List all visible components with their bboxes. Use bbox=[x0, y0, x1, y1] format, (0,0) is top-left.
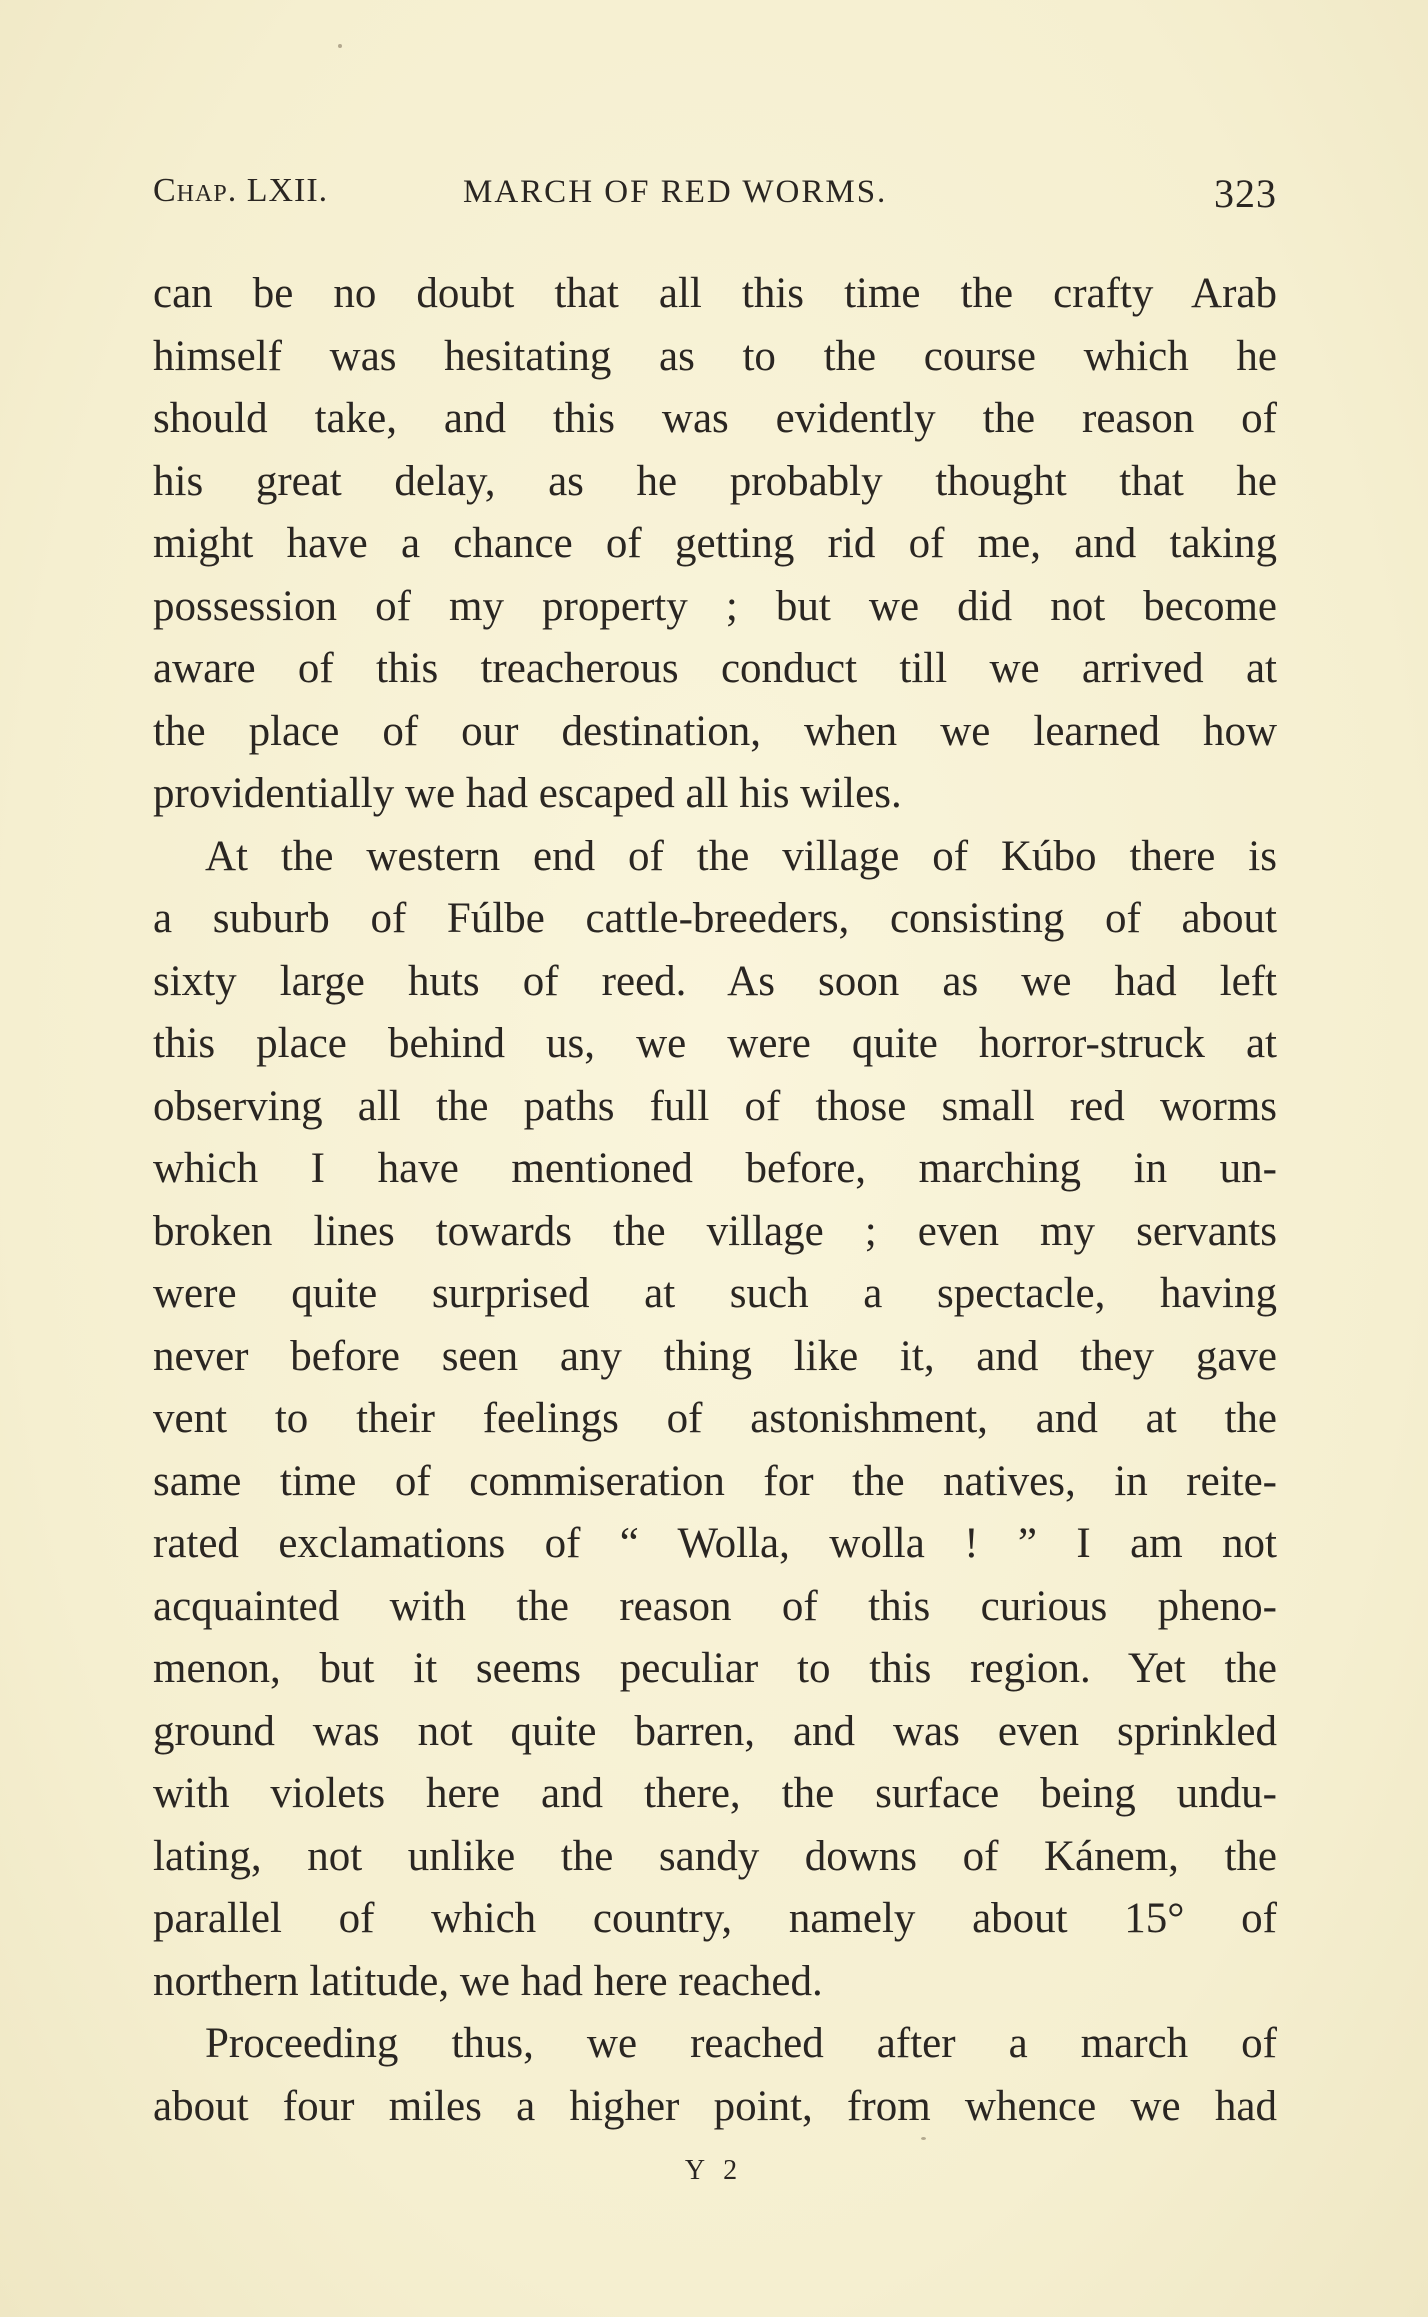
text-line: At the western end of the village of Kúbo there is bbox=[205, 832, 1277, 880]
text-line: never before seen any thing like it, and they gave bbox=[153, 1332, 1277, 1380]
text-line: observing all the paths full of those small red worms bbox=[153, 1082, 1277, 1130]
text-line: should take, and this was evidently the reason of bbox=[153, 395, 1277, 442]
text-line: northern latitude, we had here reached. bbox=[153, 1957, 823, 2005]
running-head bbox=[153, 170, 1277, 230]
text-line: acquainted with the reason of this curious pheno- bbox=[153, 1582, 1277, 1630]
paper-speck bbox=[338, 44, 342, 48]
text-line: can be no doubt that all this time the crafty Arab bbox=[153, 270, 1277, 317]
running-title: MARCH OF RED WORMS. bbox=[463, 174, 888, 210]
text-line: lating, not unlike the sandy downs of Kánem, the bbox=[153, 1832, 1277, 1880]
text-line: possession of my property ; but we did not become bbox=[153, 582, 1277, 630]
text-line: vent to their feelings of astonishment, and at the bbox=[153, 1395, 1277, 1442]
text-line: about four miles a higher point, from whence we had bbox=[153, 2082, 1277, 2130]
text-line: the place of our destination, when we learned how bbox=[153, 707, 1277, 755]
text-line: providentially we had escaped all his wiles. bbox=[153, 770, 902, 817]
text-line: broken lines towards the village ; even my servants bbox=[153, 1207, 1277, 1255]
chapter-label: Chap. LXII. bbox=[153, 172, 329, 209]
text-line: same time of commiseration for the natives, in reite- bbox=[153, 1457, 1277, 1505]
text-line: aware of this treacherous conduct till we arrived at bbox=[153, 645, 1277, 692]
text-line: himself was hesitating as to the course which he bbox=[153, 332, 1277, 380]
text-line: might have a chance of getting rid of me, and taking bbox=[153, 520, 1277, 567]
text-line: ground was not quite barren, and was even sprinkled bbox=[153, 1707, 1277, 1755]
text-line: his great delay, as he probably thought that he bbox=[153, 457, 1277, 505]
text-line: were quite surprised at such a spectacle, having bbox=[153, 1270, 1277, 1317]
text-line: parallel of which country, namely about 15° of bbox=[153, 1895, 1277, 1942]
text-line: with violets here and there, the surface being undu- bbox=[153, 1770, 1277, 1817]
text-line: menon, but it seems peculiar to this region. Yet the bbox=[153, 1645, 1277, 1692]
text-line: this place behind us, we were quite horror-struck at bbox=[153, 1020, 1277, 1067]
text-line: a suburb of Fúlbe cattle-breeders, consisting of about bbox=[153, 895, 1277, 942]
text-line: Proceeding thus, we reached after a march of bbox=[205, 2020, 1277, 2067]
page-number: 323 bbox=[1214, 171, 1277, 216]
body-text bbox=[153, 263, 1277, 2138]
text-line: rated exclamations of “ Wolla, wolla ! ” I am not bbox=[153, 1520, 1277, 1567]
signature-mark: Y 2 bbox=[684, 2155, 744, 2186]
text-line: sixty large huts of reed. As soon as we had left bbox=[153, 957, 1277, 1005]
text-line: which I have mentioned before, marching in un- bbox=[153, 1145, 1277, 1192]
